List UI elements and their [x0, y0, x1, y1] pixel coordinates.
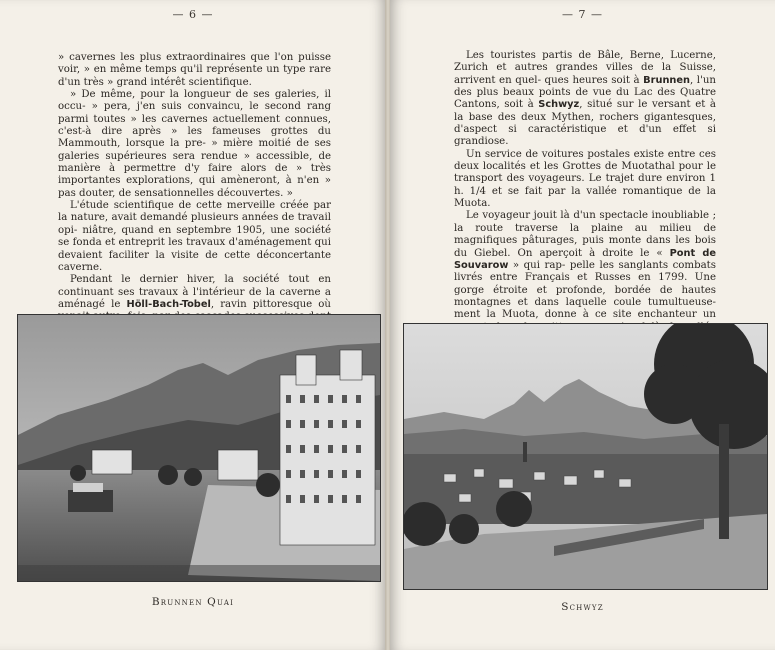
page-number-left: — 6 —	[172, 8, 214, 21]
photo-brunnen-quai	[17, 314, 381, 582]
text-run: , situé sur le versant et à la base des deux Mythen, rochers gigantesques, d'aspect si caractéristique et d'un effet si grandiose.	[454, 99, 716, 148]
text-run: Les touristes partis de Bâle, Berne, Lucerne, Zurich et autres grandes villes de la Suisse, arrivent en quel- ques heures soit à	[454, 50, 716, 86]
highlight-holl-bach-tobel: Höll-Bach-Tobel	[126, 298, 211, 310]
text-run: Pendant le dernier hiver, la société tout en continuant ses travaux à l'intérieur de la caverne a aménagé le	[58, 274, 331, 310]
paragraph	[454, 50, 716, 149]
caption-schwyz: Schwyz	[561, 601, 604, 613]
highlight-brunnen: Brunnen	[643, 74, 691, 86]
highlight-schwyz: Schwyz	[538, 99, 580, 111]
text-run: » qui rap- pelle les sanglants combats livrés entre Français et Russes en 1799. Une gorge étroite et profonde, bordée de hautes montagnes et dans laquelle coule tumultueuse- ment la Muota, donne à ce site enchanteur un	[454, 259, 716, 321]
page-number-right: — 7 —	[562, 8, 603, 21]
paragraph: L'étude scientifique de cette merveille créée par la nature, avait demandé plusieurs années de travail opi- niâtre, quand en septembre 1905, une société se fonda et entreprit les travaux d'aménagement qui devaient faciliter la visite de cette déconcertante caverne.	[58, 200, 331, 273]
paragraph: » De même, pour la longueur de ses galeries, il occu- » pera, j'en suis convaincu, le second rang parmi toutes » les cavernes actuellement connues, c'est-à dire après » les fameuses grottes du Mammouth, lorsque la pre- » mière moitié de ses galeries supérieures sera rendue » accessible, de manière à permettre d'y faire alors de » très importantes explorations, qui amèneront, à n'en » pas douter, de sensationnelles découvertes. »	[58, 89, 331, 199]
paragraph: Un service de voitures postales existe entre ces deux localités et les Grottes de Muotathal pour le transport des voyageurs. Le trajet dure environ 1 h. 1/4 et se fait par la vallée romantique de la Muota.	[454, 148, 716, 210]
paragraph: » cavernes les plus extraordinaires que l'on puisse voir, » en même temps qu'il représente un type rare d'un très » grand intérêt scientifique.	[58, 52, 331, 88]
caption-brunnen-quai: Brunnen Quai	[151, 596, 235, 608]
highlight-pont-de-souvarow: Pont de Souvarow	[454, 247, 717, 271]
text-run: , l'un des plus beaux points de vue du Lac des Quatre Cantons, soit à	[454, 74, 716, 111]
left-page	[0, 0, 386, 650]
text-run: Le voyageur jouit là d'un spectacle inoubliable ; la route traverse la plaine au milieu de magnifiques pâturages, puis monte dans les bois du Giebel. On aperçoit à droite le «	[454, 210, 716, 259]
left-page-text	[58, 52, 331, 348]
photo-schwyz	[403, 323, 768, 590]
right-page	[390, 0, 775, 650]
text-run: , ravin pittoresque où	[210, 298, 331, 310]
